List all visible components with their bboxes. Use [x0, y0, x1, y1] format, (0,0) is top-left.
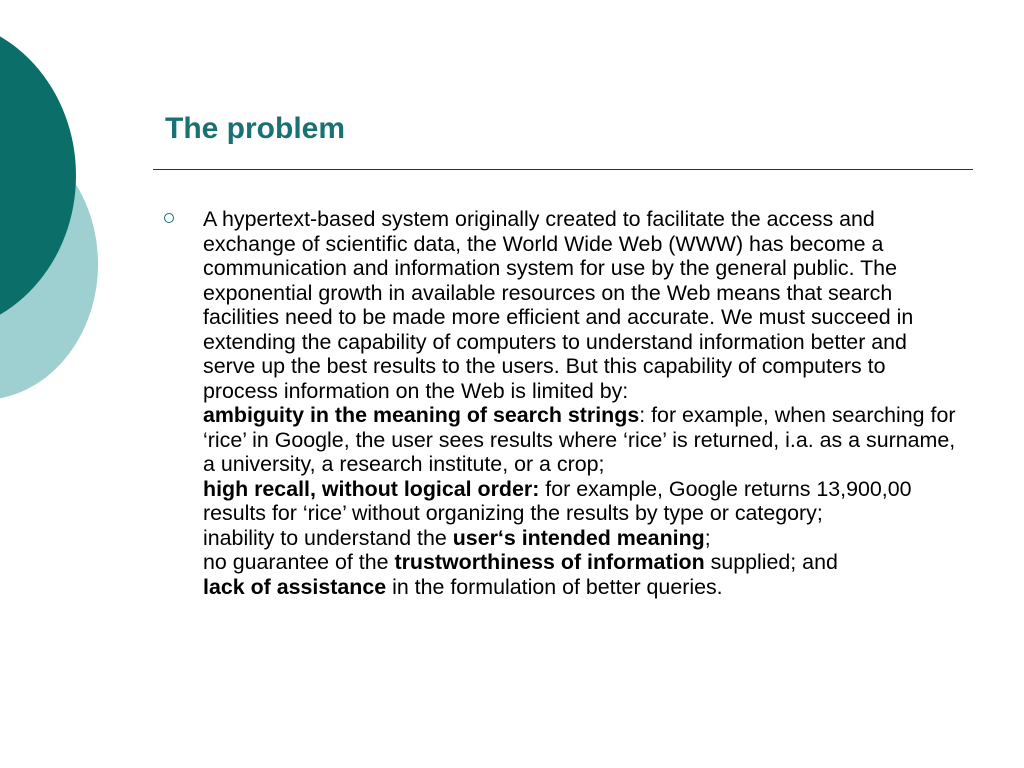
item-bold-text: trustworthiness of information [394, 550, 705, 574]
item-post-text: in the formulation of better queries. [386, 574, 723, 599]
intro-text: A hypertext-based system originally created to facilitate the access and exchange of scientific data, the World Wide Web (WWW) has become a communication and information system for use by the general public. The exponential growth in available resources on the Web means that search facilities need to be made more efficient and accurate. We must succeed in extending the capability of computers to understand information better and serve up the best results to the users. But this capability of computers to process information on the Web is limited by: [203, 207, 914, 403]
item-post-text: for example, Google returns 13,900,00 results for ‘rice’ without organizing the results by type or category; [203, 476, 912, 525]
limitation-item-ambiguity [203, 403, 955, 476]
slide-title: The problem [165, 112, 346, 145]
limitation-item-trustworthiness [203, 550, 838, 574]
limitation-item-intended-meaning [203, 526, 711, 550]
bullet-paragraph [203, 207, 964, 599]
item-pre-text: inability to understand the [203, 525, 453, 550]
slide-body [164, 207, 964, 599]
limitation-item-high-recall [203, 477, 912, 526]
item-post-text: : for example, when searching for ‘rice’ in Google, the user sees results where ‘rice’ is returned, i.a. as a surname, a university, a research institute, or a crop; [203, 403, 956, 476]
item-bold-text: lack of assistance [203, 574, 387, 599]
item-bold-text: ambiguity in the meaning of search strings [203, 403, 640, 427]
item-post-text: supplied; and [704, 550, 838, 574]
item-post-text: ; [704, 525, 711, 550]
hollow-circle-bullet-icon [164, 213, 174, 223]
item-bold-text: user‘s intended meaning [452, 525, 705, 550]
item-pre-text: no guarantee of the [203, 550, 395, 574]
item-bold-text: high recall, without logical order: [203, 476, 540, 501]
title-divider [153, 169, 973, 170]
limitation-item-assistance [203, 575, 723, 599]
